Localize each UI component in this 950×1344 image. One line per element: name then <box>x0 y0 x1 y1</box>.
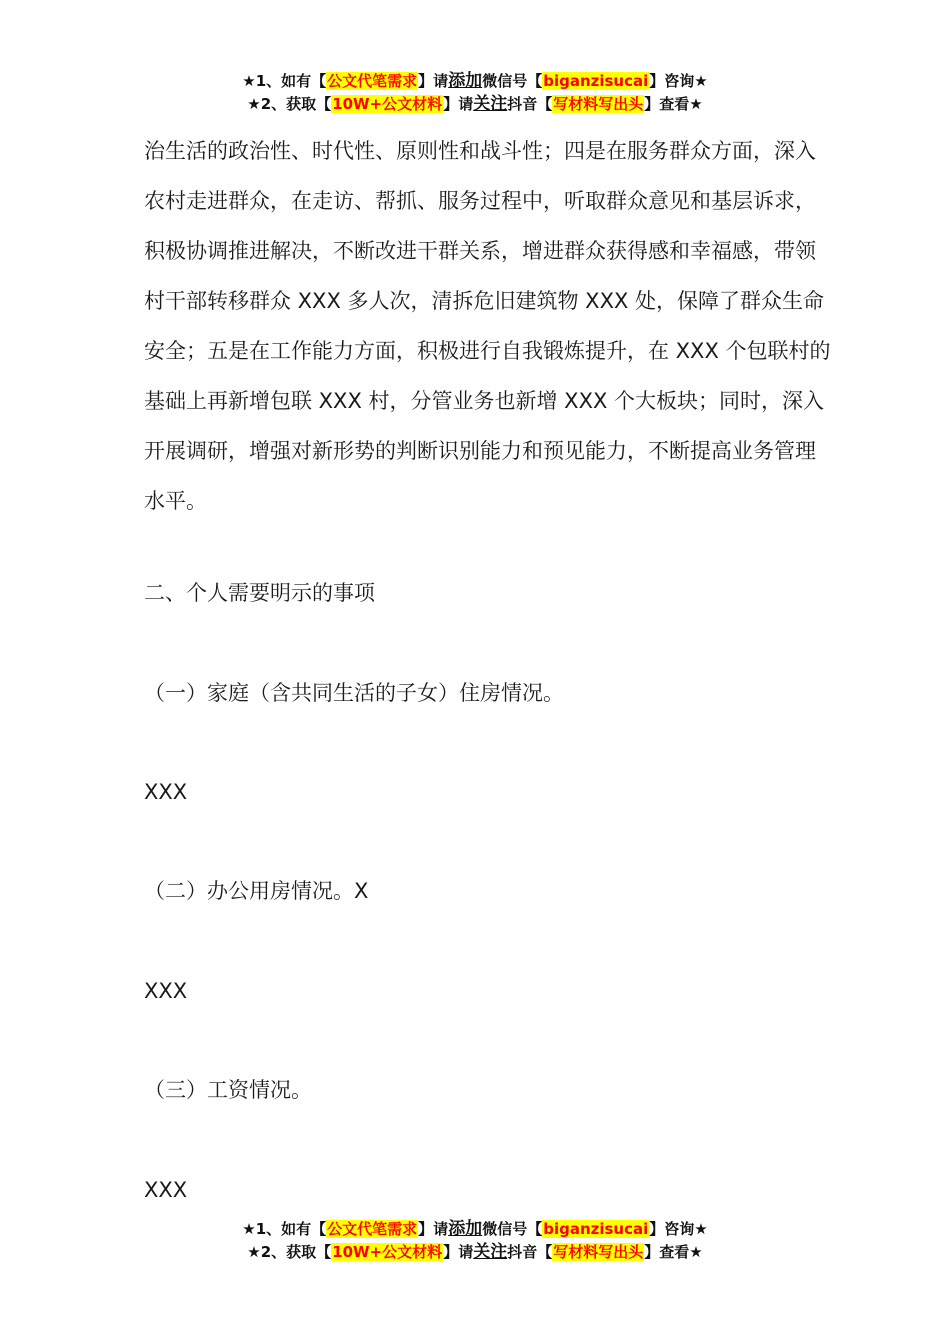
item-1-value: XXX <box>144 780 188 804</box>
banner-text: 】请 <box>443 1243 474 1261</box>
footer-banner <box>0 1218 950 1264</box>
banner-highlight: 公文代笔需求 <box>327 1220 418 1238</box>
banner-text: 微信号【 <box>482 72 543 90</box>
banner-text: 】请 <box>443 95 474 113</box>
banner-highlight: biganzisucai <box>543 1220 649 1238</box>
banner-underline: 添加 <box>448 71 483 91</box>
banner-text: 】查看★ <box>644 1243 703 1261</box>
banner-text: ★2、获取【 <box>247 1243 332 1261</box>
banner-underline: 关注 <box>473 1242 508 1262</box>
banner-underline: 关注 <box>473 94 508 114</box>
banner-highlight: 写材料写出头 <box>553 1243 644 1261</box>
item-3-heading: （三）工资情况。 <box>144 1078 312 1102</box>
item-2-value: XXX <box>144 979 188 1003</box>
banner-text: 】请 <box>418 1220 449 1238</box>
banner-text: 抖音【 <box>507 1243 553 1261</box>
banner-underline: 添加 <box>448 1219 483 1239</box>
banner-highlight: 10W+公文材料 <box>332 95 443 113</box>
banner-text: ★1、如有【 <box>242 72 327 90</box>
section-heading: 二、个人需要明示的事项 <box>144 581 375 605</box>
banner-text: 抖音【 <box>507 95 553 113</box>
item-1-heading: （一）家庭（含共同生活的子女）住房情况。 <box>144 681 564 705</box>
banner-text: 】咨询★ <box>649 1220 708 1238</box>
item-2-heading: （二）办公用房情况。X <box>144 879 369 903</box>
banner-text: 】咨询★ <box>649 72 708 90</box>
banner-text: ★2、获取【 <box>247 95 332 113</box>
banner-highlight: 写材料写出头 <box>553 95 644 113</box>
banner-text: 微信号【 <box>482 1220 543 1238</box>
banner-text: 】查看★ <box>644 95 703 113</box>
banner-line-2 <box>0 93 950 116</box>
banner-highlight: 10W+公文材料 <box>332 1243 443 1261</box>
body-paragraph: 治生活的政治性、时代性、原则性和战斗性；四是在服务群众方面，深入农村走进群众，在走访、帮抓、服务过程中，听取群众意见和基层诉求，积极协调推进解决，不断改进干群关系，增进群众获得感和幸福感，带领村干部转移群众 XXX 多人次，清拆危旧建筑物 XXX 处，保障了群众生命安全；五是在工作能力方面，积极进行自我锻炼提升，在 XXX 个包联村的基础上再新增包联 XXX 村，分管业务也新增 XXX 个大板块；同时，深入开展调研，增强对新形势的判断识别能力和预见能力，不断提高业务管理水平。 <box>144 139 831 513</box>
banner-line-2 <box>0 1241 950 1264</box>
header-banner <box>0 70 950 116</box>
banner-highlight: biganzisucai <box>543 72 649 90</box>
item-3-value: XXX <box>144 1178 188 1202</box>
banner-line-1 <box>0 1218 950 1241</box>
banner-line-1 <box>0 70 950 93</box>
banner-text: 】请 <box>418 72 449 90</box>
banner-highlight: 公文代笔需求 <box>327 72 418 90</box>
banner-text: ★1、如有【 <box>242 1220 327 1238</box>
